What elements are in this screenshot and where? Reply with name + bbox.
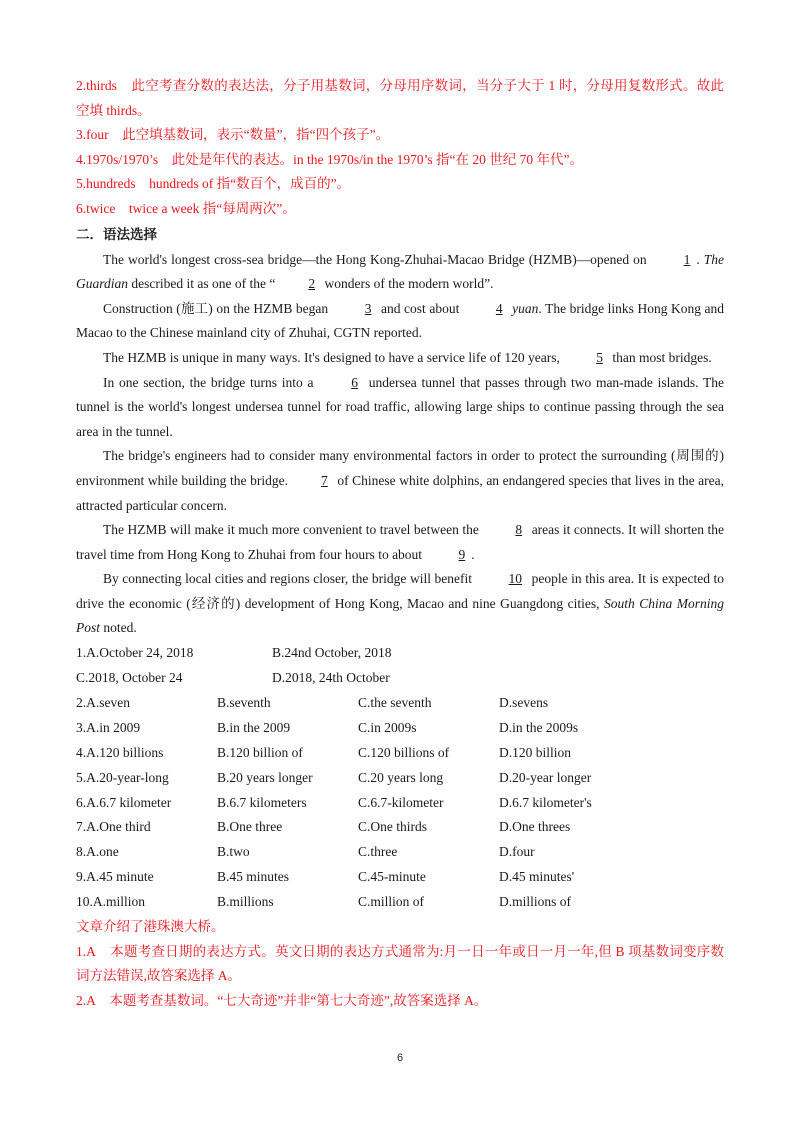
option-row-6 (76, 791, 724, 816)
answer-text: twice a week 指“每周两次”。 (128, 200, 296, 216)
passage-text: The HZMB will make it much more convenient to travel between the (103, 522, 479, 538)
answer-key: 5.hundreds (76, 176, 136, 192)
answer-key: 2.A (76, 992, 96, 1008)
option-b: B.20 years longer (217, 769, 313, 785)
answer-key: 6.twice (76, 200, 116, 216)
option-d: D.sevens (499, 694, 549, 710)
answer-text: 此空填基数词，表示“数量”，指“四个孩子”。 (122, 127, 390, 143)
option-c: C.6.7-kilometer (358, 794, 444, 810)
blank-10: 10 (508, 571, 523, 587)
option-b: B.One three (217, 819, 283, 835)
blank-3: 3 (364, 300, 372, 316)
page-number: 6 (396, 1052, 404, 1064)
blank-9: 9 (458, 546, 466, 562)
answer-key: 2.thirds (76, 78, 117, 93)
option-d: D.6.7 kilometer's (499, 794, 592, 810)
option-d: D.45 minutes' (499, 869, 575, 885)
document-page (76, 74, 724, 1013)
publication-name: The Guardian (76, 251, 724, 292)
passage-text: . (471, 546, 475, 562)
option-c: C.in 2009s (358, 719, 417, 735)
passage-text: The bridge's engineers had to consider many environmental factors in order to protect the surrounding (周围的) environment while building the bridge. (76, 448, 724, 488)
option-a: 7.A.One third (76, 819, 151, 835)
option-c: C.the seventh (358, 694, 432, 710)
option-a: 8.A.one (76, 844, 119, 860)
option-d: D.20-year longer (499, 769, 592, 785)
answer-key: 1.A (76, 943, 96, 959)
publication-name: South China Morning Post (76, 595, 725, 636)
passage-text: Construction (施工) on the HZMB began (103, 300, 329, 316)
option-row-3 (76, 716, 724, 741)
option-b: B.millions (217, 894, 274, 910)
option-a: 10.A.million (76, 894, 146, 910)
option-b: B.45 minutes (217, 869, 290, 885)
passage-paragraph-1 (76, 248, 724, 297)
option-a: 1.A.October 24, 2018 (76, 645, 194, 661)
option-d: D.2018, 24th October (272, 669, 390, 685)
blank-5: 5 (596, 349, 603, 365)
passage-text: The HZMB is unique in many ways. It's designed to have a service life of 120 years, (103, 349, 560, 365)
answer-5 (76, 172, 724, 197)
blank-1: 1 (683, 251, 691, 267)
answer-text: 此空考查分数的表达法，分子用基数词，分母用序数词，当分子大于 1 时，分母用复数形式。故此空填 thirds。 (76, 78, 725, 118)
passage-paragraph-6 (76, 518, 724, 567)
passage-text: . (696, 251, 700, 267)
passage-text: noted. (103, 620, 137, 636)
blank-7: 7 (320, 472, 328, 488)
passage-paragraph-3 (76, 346, 724, 371)
currency-word: yuan (512, 300, 539, 316)
option-b: B.6.7 kilometers (217, 794, 307, 810)
passage-paragraph-4 (76, 371, 724, 445)
answer-text: 本题考查日期的表达方式。英文日期的表达方式通常为:月一日一年或日一月一年,但 B 项基数词变序数词方法错误,故答案选择 A。 (76, 943, 724, 984)
answer-text: 本题考查基数词。“七大奇迹”并非“第七大奇迹”,故答案选择 A。 (109, 992, 488, 1008)
option-c: C.20 years long (358, 769, 444, 785)
option-c: C.One thirds (358, 819, 427, 835)
passage-text: . The bridge links Hong Kong and Macao to the Chinese mainland city of Zhuhai, CGTN reported. (76, 300, 725, 341)
passage-text: and cost about (381, 300, 460, 316)
passage-paragraph-2 (76, 297, 724, 346)
option-d: D.One threes (499, 819, 571, 835)
option-c: C.million of (358, 894, 425, 910)
option-row-5 (76, 766, 724, 791)
blank-8: 8 (515, 522, 523, 538)
blank-4: 4 (495, 300, 503, 316)
option-d: D.in the 2009s (499, 719, 579, 735)
answer-text: hundreds of 指“数百个，成百的”。 (149, 176, 351, 192)
option-b: B.24nd October, 2018 (272, 645, 392, 661)
passage (76, 248, 724, 642)
answer-1 (76, 940, 724, 989)
passage-text: described it as one of the “ (131, 276, 276, 292)
passage-text: wonders of the modern world”. (324, 276, 494, 292)
option-c: C.three (358, 844, 398, 860)
option-c: C.45-minute (358, 869, 426, 885)
answer-3 (76, 123, 724, 148)
option-row-9 (76, 865, 724, 890)
option-row-1a (76, 641, 724, 666)
option-a: 4.A.120 billions (76, 744, 164, 760)
blank-6: 6 (351, 374, 359, 390)
answer-2 (76, 74, 724, 123)
passage-paragraph-5 (76, 444, 724, 518)
options-list (76, 641, 724, 915)
passage-text: people in this area. It is expected to drive the economic (经济的) development of Hong Kong, Macao and nine Guangdong cities, (76, 571, 725, 611)
blank-2: 2 (308, 276, 316, 292)
option-b: B.120 billion of (217, 744, 303, 760)
answer-intro: 文章介绍了港珠澳大桥。 (76, 919, 225, 935)
answer-6 (76, 197, 724, 222)
option-a: 3.A.in 2009 (76, 719, 141, 735)
option-row-7 (76, 815, 724, 840)
passage-text: areas it connects. It will shorten the travel time from Hong Kong to Zhuhai from four hours to about (76, 522, 725, 562)
option-a: 2.A.seven (76, 694, 130, 710)
passage-text: By connecting local cities and regions closer, the bridge will benefit (103, 571, 472, 587)
option-row-4 (76, 741, 724, 766)
passage-text: than most bridges. (612, 349, 712, 365)
option-d: D.120 billion (499, 744, 572, 760)
passage-text: undersea tunnel that passes through two man-made islands. The tunnel is the world's longest undersea tunnel for road traffic, allowing large ships to continue passing through the sea area in the tunnel. (76, 374, 725, 439)
option-row-2 (76, 691, 724, 716)
passage-text: In one section, the bridge turns into a (103, 374, 314, 390)
passage-text: The world's longest cross-sea bridge—the Hong Kong-Zhuhai-Macao Bridge (HZMB)—opened on (103, 251, 647, 267)
answer-2-bottom (76, 989, 724, 1014)
answer-text: 此处是年代的表达。in the 1970s/in the 1970’s 指“在 20 世纪 70 年代”。 (171, 151, 583, 167)
section-title: 二．语法选择 (76, 226, 157, 243)
answer-key: 3.four (76, 127, 109, 143)
passage-paragraph-7 (76, 567, 724, 641)
answer-4 (76, 148, 724, 173)
option-row-10 (76, 890, 724, 915)
option-c: C.2018, October 24 (76, 669, 183, 685)
option-b: B.in the 2009 (217, 719, 291, 735)
answer-key: 4.1970s/1970’s (76, 151, 159, 167)
option-row-8 (76, 840, 724, 865)
option-d: D.millions of (499, 894, 572, 910)
passage-text: of Chinese white dolphins, an endangered species that lives in the area, attracted particular concern. (76, 472, 725, 513)
option-c: C.120 billions of (358, 744, 450, 760)
option-row-1b (76, 666, 724, 691)
option-b: B.seventh (217, 694, 271, 710)
answers-bottom (76, 915, 724, 1013)
option-a: 9.A.45 minute (76, 869, 154, 885)
option-b: B.two (217, 844, 250, 860)
answers-top (76, 74, 724, 222)
option-a: 6.A.6.7 kilometer (76, 794, 172, 810)
option-d: D.four (499, 844, 535, 860)
option-a: 5.A.20-year-long (76, 769, 169, 785)
